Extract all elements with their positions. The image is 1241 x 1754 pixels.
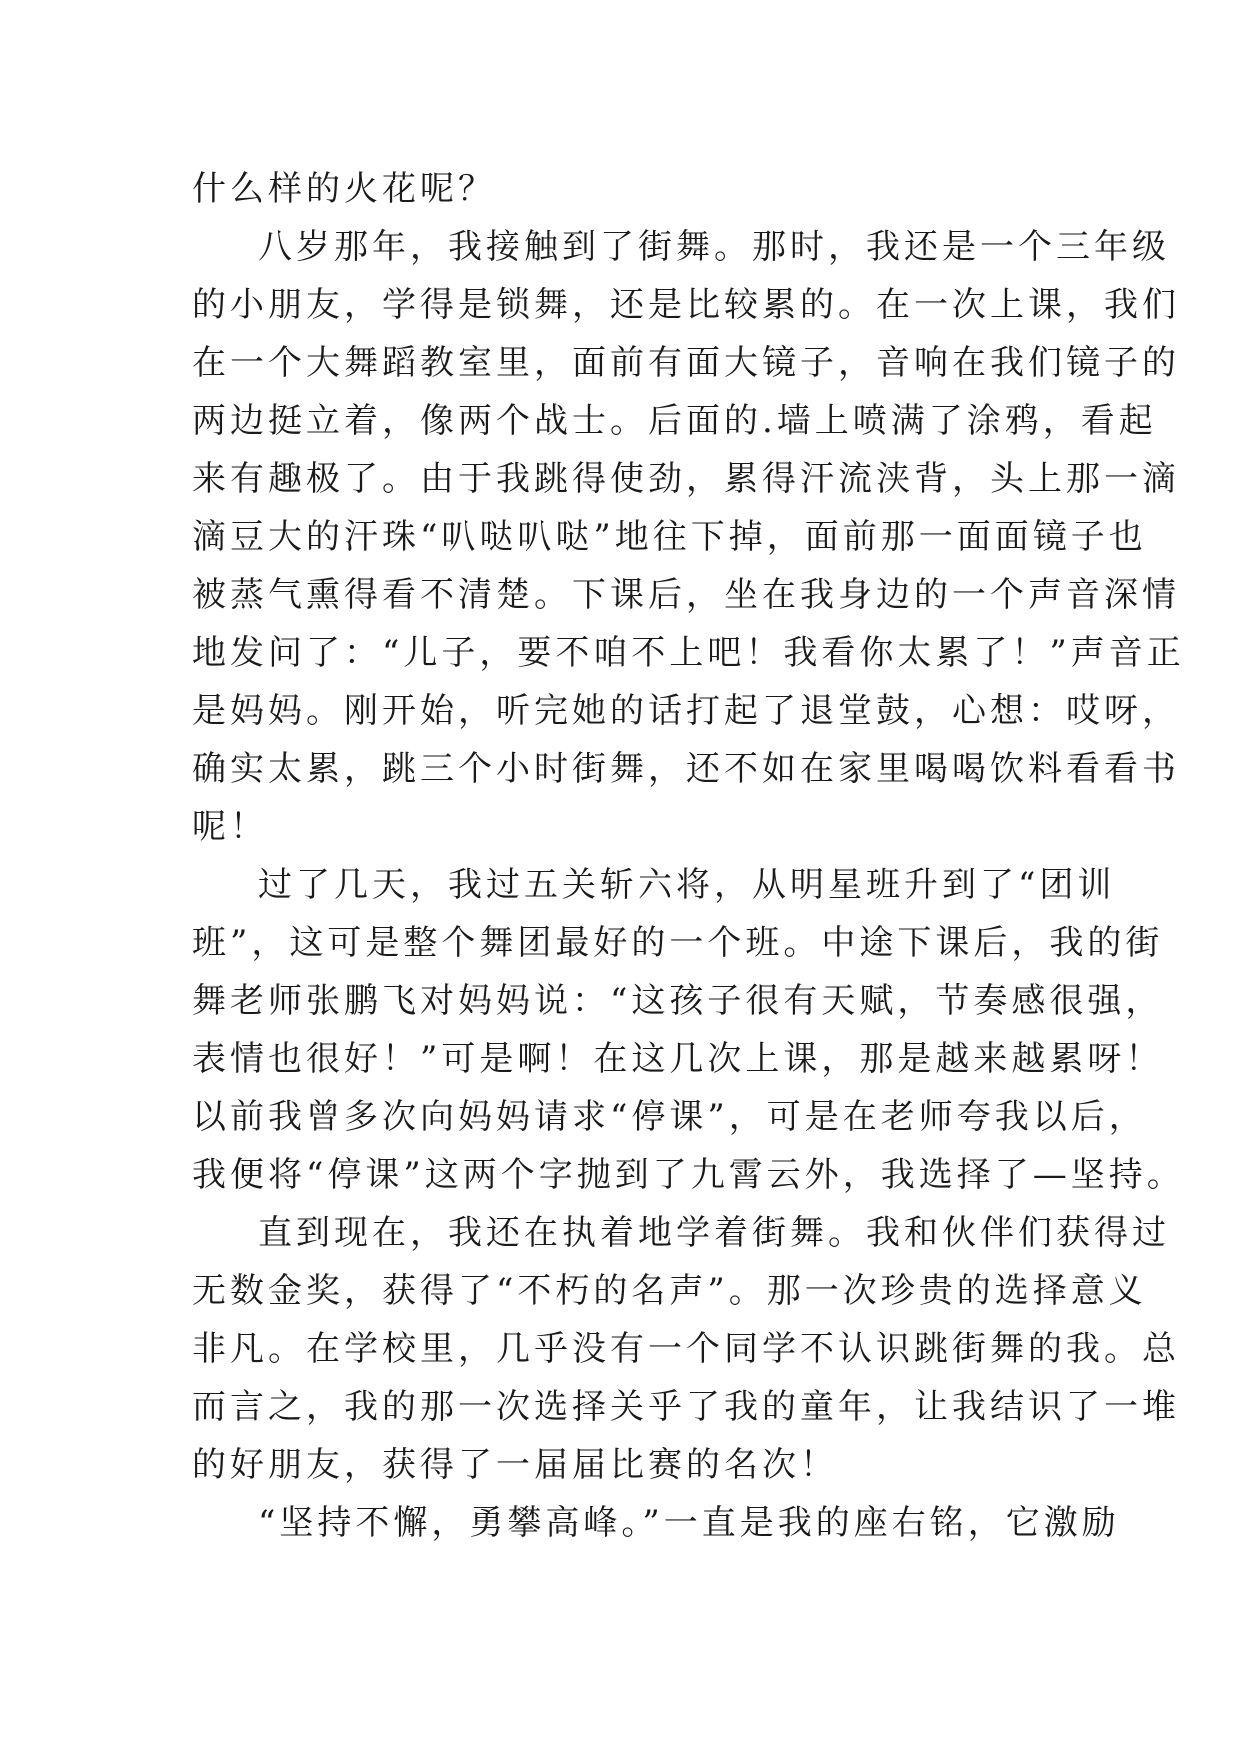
text-line: 非凡。在学校里，几乎没有一个同学不认识跳街舞的我。总: [192, 1329, 1180, 1369]
text-line: 表情也很好！”可是啊！在这几次上课，那是越来越累呀！: [192, 1039, 1164, 1079]
text-line: 什么样的火花呢？: [192, 169, 496, 209]
text-line: 我便将“停课”这两个字抛到了九霄云外，我选择了—坚持。: [192, 1155, 1185, 1195]
text-line: 两边挺立着，像两个战士。后面的.墙上喷满了涂鸦，看起: [192, 401, 1157, 441]
text-line: 无数金奖，获得了“不朽的名声”。那一次珍贵的选择意义: [192, 1271, 1147, 1311]
text-line: 被蒸气熏得看不清楚。下课后，坐在我身边的一个声音深情: [192, 575, 1180, 615]
text-line: 滴豆大的汗珠“叭哒叭哒”地往下掉，面前那一面面镜子也: [192, 517, 1147, 557]
text-line: 舞老师张鹏飞对妈妈说：“这孩子很有天赋，节奏感很强，: [192, 981, 1164, 1021]
text-line: 是妈妈。刚开始，听完她的话打起了退堂鼓，心想：哎呀，: [192, 691, 1180, 731]
text-line: 来有趣极了。由于我跳得使劲，累得汗流浃背，头上那一滴: [192, 459, 1180, 499]
text-line: 确实太累，跳三个小时街舞，还不如在家里喝喝饮料看看书: [192, 749, 1180, 789]
text-line: 呢！: [192, 807, 268, 847]
text-line: 的好朋友，获得了一届届比赛的名次！: [192, 1445, 838, 1485]
paragraph-first-line: “坚持不懈，勇攀高峰。”一直是我的座右铭，它激励: [258, 1503, 1120, 1543]
text-line: 地发问了：“儿子，要不咱不上吧！我看你太累了！”声音正: [192, 633, 1185, 673]
text-line: 的小朋友，学得是锁舞，还是比较累的。在一次上课，我们: [192, 285, 1180, 325]
paragraph-first-line: 过了几天，我过五关斩六将，从明星班升到了“团训: [258, 865, 1116, 905]
text-line: 而言之，我的那一次选择关乎了我的童年，让我结识了一堆: [192, 1387, 1180, 1427]
paragraph-first-line: 八岁那年，我接触到了街舞。那时，我还是一个三年级: [258, 227, 1170, 267]
text-line: 班”，这可是整个舞团最好的一个班。中途下课后，我的街: [192, 923, 1164, 963]
paragraph-first-line: 直到现在，我还在执着地学着街舞。我和伙伴们获得过: [258, 1213, 1170, 1253]
text-line: 在一个大舞蹈教室里，面前有面大镜子，音响在我们镜子的: [192, 343, 1180, 383]
text-line: 以前我曾多次向妈妈请求“停课”，可是在老师夸我以后，: [192, 1097, 1147, 1137]
essay-body: [192, 160, 1185, 1552]
